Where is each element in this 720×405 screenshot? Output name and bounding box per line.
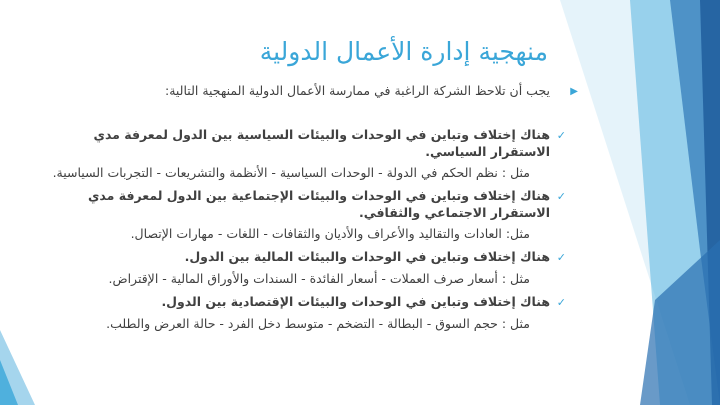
item-heading — [40, 126, 566, 160]
intro-text: يجب أن تلاحظ الشركة الراغبة في ممارسة الأعمال الدولية المنهجية التالية: — [165, 83, 550, 98]
content-list — [40, 126, 566, 338]
item-heading — [40, 293, 566, 310]
check-bullet-icon: ✓ — [556, 129, 566, 142]
list-item — [40, 248, 566, 288]
item-heading — [40, 248, 566, 265]
item-heading-text: هناك إختلاف وتباين في الوحدات والبيئات السياسية بين الدول لمعرفة مدي الاستقرار السياسي. — [93, 127, 550, 159]
item-heading-text: هناك إختلاف وتباين في الوحدات والبيئات الإجتماعية بين الدول لمعرفة مدي الاستقرار الاجتماعي والثقافي. — [87, 188, 550, 220]
list-item — [40, 187, 566, 243]
item-example: مثل: العادات والتقاليد والأعراف والأديان والثقافات - اللغات - مهارات الإتصال. — [130, 226, 530, 241]
item-example: مثل : حجم السوق - البطالة - التضخم - متوسط دخل الفرد - حالة العرض والطلب. — [106, 316, 530, 331]
check-bullet-icon: ✓ — [556, 296, 566, 309]
list-item — [40, 293, 566, 333]
item-example: مثل : أسعار صرف العملات - أسعار الفائدة - السندات والأوراق المالية - الإقتراض. — [108, 271, 530, 286]
check-bullet-icon: ✓ — [556, 190, 566, 203]
item-heading-text: هناك إختلاف وتباين في الوحدات والبيئات المالية بين الدول. — [184, 249, 550, 264]
check-bullet-icon: ✓ — [556, 251, 566, 264]
item-heading-text: هناك إختلاف وتباين في الوحدات والبيئات الإقتصادية بين الدول. — [161, 294, 550, 309]
item-example: مثل : نظم الحكم في الدولة - الوحدات السياسية - الأنظمة والتشريعات - التجربات السياسية. — [52, 165, 530, 180]
list-item — [40, 126, 566, 182]
arrow-bullet-icon: ▶ — [570, 86, 578, 97]
item-heading — [40, 187, 566, 221]
slide-title: منهجية إدارة الأعمال الدولية — [259, 37, 548, 66]
intro-paragraph — [80, 82, 578, 100]
